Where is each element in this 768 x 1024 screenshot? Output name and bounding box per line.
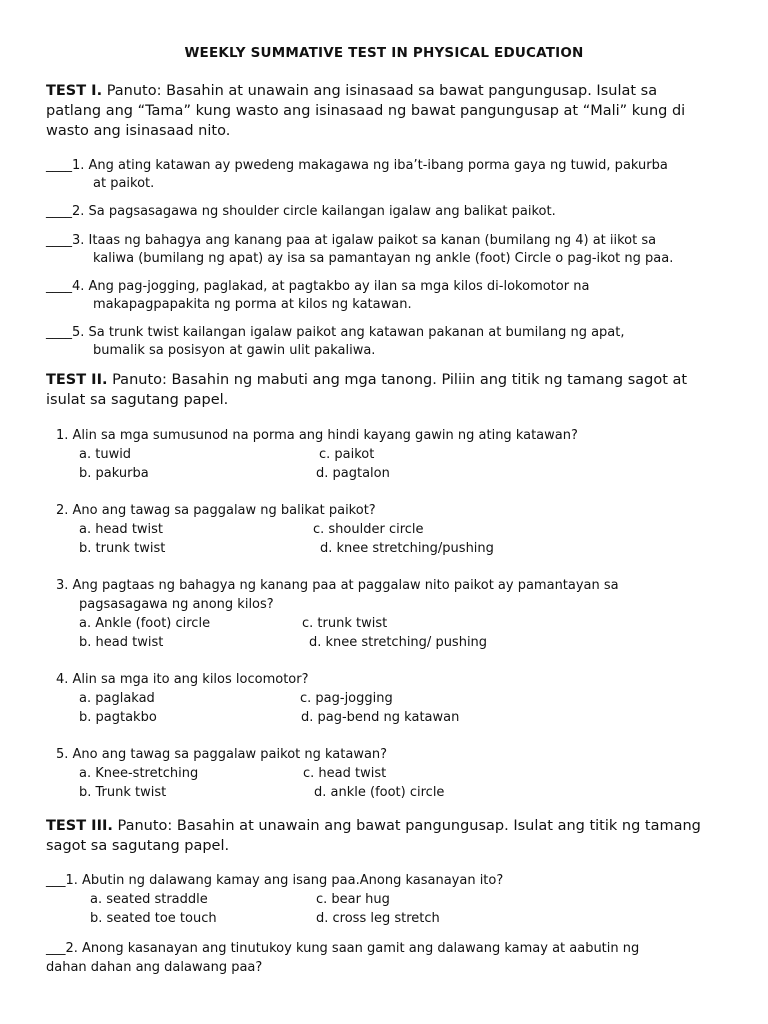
test1-instruction-line1: Panuto: Basahin at unawain ang isinasaad sa bawat pangungusap. Isulat sa xyxy=(106,83,658,99)
test1-item-4 xyxy=(46,278,736,314)
test1-instructions xyxy=(46,81,736,141)
test1-item-text: ____3. Itaas ng bahagya ang kanang paa at igalaw paikot sa kanan (bumilang ng 4) at iikot sa xyxy=(46,233,657,248)
question-text-continuation: dahan dahan ang dalawang paa? xyxy=(46,960,263,975)
option-c: c. pag-jogging xyxy=(300,691,393,706)
question-text: 3. Ang pagtaas ng bahagya ng kanang paa at paggalaw nito paikot ay pamantayan sa xyxy=(56,578,619,593)
test3-instruction-line1: Panuto: Basahin at unawain ang bawat pangungusap. Isulat ang titik ng tamang xyxy=(117,818,701,834)
option-a: a. seated straddle xyxy=(90,892,208,907)
option-b: b. pagtakbo xyxy=(79,710,157,725)
test1-instruction-line2: patlang ang “Tama” kung wasto ang isinasaad ng bawat pangungusap at “Mali” kung di xyxy=(46,103,686,119)
test3-question-2 xyxy=(46,939,736,977)
option-b: b. Trunk twist xyxy=(79,785,167,800)
question-text: ___2. Anong kasanayan ang tinutukoy kung saan gamit ang dalawang kamay at aabutin ng xyxy=(46,941,640,956)
option-d: d. knee stretching/ pushing xyxy=(309,635,488,650)
question-text: 5. Ano ang tawag sa paggalaw paikot ng katawan? xyxy=(56,747,388,762)
option-c: c. trunk twist xyxy=(302,616,388,631)
option-d: d. cross leg stretch xyxy=(316,911,440,926)
question-text-continuation: pagsasagawa ng anong kilos? xyxy=(79,597,274,612)
option-a: a. Knee-stretching xyxy=(79,766,199,781)
option-c: c. paikot xyxy=(319,447,375,462)
option-d: d. knee stretching/pushing xyxy=(320,541,494,556)
question-text: ___1. Abutin ng dalawang kamay ang isang paa.Anong kasanayan ito? xyxy=(46,873,504,888)
test2-label: TEST II. xyxy=(46,372,108,388)
test1-item-text: ____1. Ang ating katawan ay pwedeng makagawa ng iba’t-ibang porma gaya ng tuwid, pakurba xyxy=(46,158,668,173)
test3-question-1 xyxy=(46,871,736,928)
test2-question-5 xyxy=(56,745,736,802)
test2-question-2 xyxy=(56,501,736,558)
test2-question-3 xyxy=(56,576,736,652)
test1-item-2 xyxy=(46,203,736,221)
test2-question-4 xyxy=(56,670,736,727)
test3-instruction-line2: sagot sa sagutang papel. xyxy=(46,838,230,854)
option-d: d. pagtalon xyxy=(316,466,390,481)
test1-item-3 xyxy=(46,232,736,268)
test1-item-5 xyxy=(46,324,736,360)
document-title: WEEKLY SUMMATIVE TEST IN PHYSICAL EDUCATION xyxy=(184,45,584,61)
option-b: b. seated toe touch xyxy=(90,911,217,926)
test1-item-continuation: at paikot. xyxy=(93,176,155,191)
option-b: b. trunk twist xyxy=(79,541,166,556)
option-b: b. pakurba xyxy=(79,466,149,481)
option-d: d. pag-bend ng katawan xyxy=(301,710,460,725)
option-a: a. head twist xyxy=(79,522,164,537)
option-a: a. paglakad xyxy=(79,691,155,706)
option-c: c. bear hug xyxy=(316,892,390,907)
option-b: b. head twist xyxy=(79,635,164,650)
test1-item-continuation: bumalik sa posisyon at gawin ulit pakaliwa. xyxy=(93,343,376,358)
test2-question-1 xyxy=(56,426,736,483)
test1-item-text: ____5. Sa trunk twist kailangan igalaw paikot ang katawan pakanan at bumilang ng apat, xyxy=(46,325,625,340)
test1-item-continuation: makapagpapakita ng porma at kilos ng katawan. xyxy=(93,297,412,312)
option-a: a. tuwid xyxy=(79,447,132,462)
test2-instruction-line2: isulat sa sagutang papel. xyxy=(46,392,229,408)
test1-item-continuation: kaliwa (bumilang ng apat) ay isa sa pamantayan ng ankle (foot) Circle o pag-ikot ng paa. xyxy=(93,251,674,266)
test3-label: TEST III. xyxy=(46,818,113,834)
question-text: 2. Ano ang tawag sa paggalaw ng balikat paikot? xyxy=(56,503,376,518)
question-text: 1. Alin sa mga sumusunod na porma ang hindi kayang gawin ng ating katawan? xyxy=(56,428,578,443)
test1-item-text: ____2. Sa pagsasagawa ng shoulder circle kailangan igalaw ang balikat paikot. xyxy=(46,204,556,219)
option-d: d. ankle (foot) circle xyxy=(314,785,445,800)
test3-instructions xyxy=(46,816,736,856)
question-text: 4. Alin sa mga ito ang kilos locomotor? xyxy=(56,672,309,687)
test1-item-1 xyxy=(46,157,736,193)
test2-instructions xyxy=(46,370,736,410)
option-c: c. head twist xyxy=(303,766,387,781)
test1-label: TEST I. xyxy=(46,83,103,99)
option-a: a. Ankle (foot) circle xyxy=(79,616,211,631)
test1-instruction-line3: wasto ang isinasaad nito. xyxy=(46,123,231,139)
test1-item-text: ____4. Ang pag-jogging, paglakad, at pagtakbo ay ilan sa mga kilos di-lokomotor na xyxy=(46,279,590,294)
test2-instruction-line1: Panuto: Basahin ng mabuti ang mga tanong. Piliin ang titik ng tamang sagot at xyxy=(112,372,688,388)
option-c: c. shoulder circle xyxy=(313,522,424,537)
